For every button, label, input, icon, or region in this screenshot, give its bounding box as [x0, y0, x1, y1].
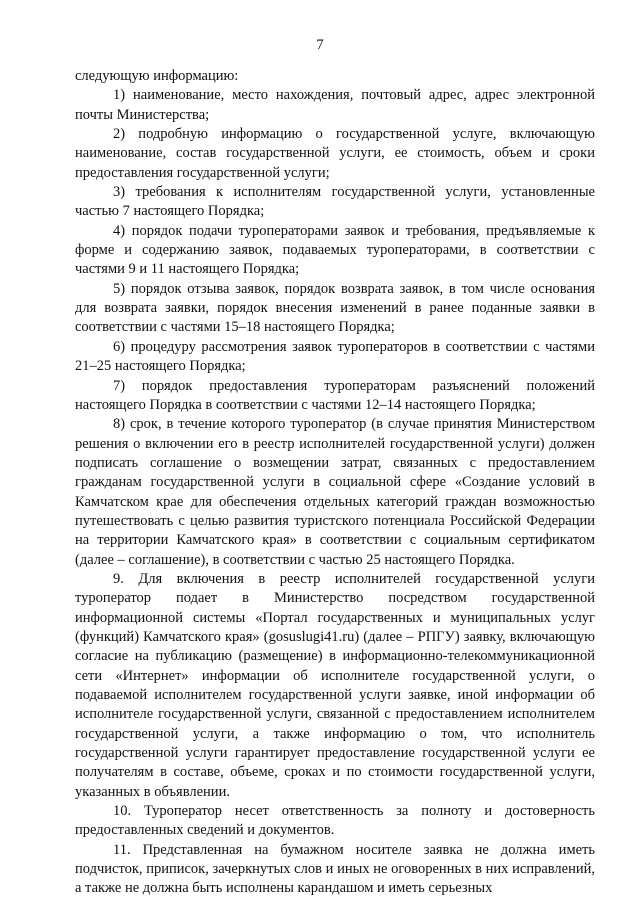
paragraph-item-5: 5) порядок отзыва заявок, порядок возврата заявок, в том числе основания для возврата заявки, порядок внесения изменений в ранее поданные заявки в соответствии с частями 15–18 настоящего Порядка;	[75, 280, 595, 336]
paragraph-section-11: 11. Представленная на бумажном носителе заявка не должна иметь подчисток, приписок, зачеркнутых слов и иных не оговоренных в них исправлений, а также не должна быть исполнены карандашом и иметь серьезных	[75, 841, 595, 897]
paragraph-item-1: 1) наименование, место нахождения, почтовый адрес, адрес электронной почты Министерства;	[75, 87, 595, 123]
paragraph-section-10: 10. Туроператор несет ответственность за полноту и достоверность предоставленных сведений и документов.	[75, 803, 595, 839]
paragraph-item-4: 4) порядок подачи туроператорами заявок и требования, предъявляемые к форме и содержанию заявок, подаваемых туроператорами, в соответствии с частями 9 и 11 настоящего Порядка;	[75, 222, 595, 278]
paragraph-item-8: 8) срок, в течение которого туроператор (в случае принятия Министерством решения о включении его в реестр исполнителей государственной услуги) должен подписать соглашение о возмещении затрат, связанных с предоставлением гражданам государственной услуги в социальной сфере «Создание условий в Камчатском крае для обеспечения отдельных категорий граждан возможностью путешествовать с целью развития туристского потенциала Российской Федерации на территории Камчатского края» в соответствии с социальным сертификатом (далее – соглашение), в соответствии с частью 25 настоящего Порядка.	[75, 416, 595, 568]
document-body	[75, 67, 595, 899]
paragraph-intro: следующую информацию:	[75, 68, 239, 84]
paragraph-item-7: 7) порядок предоставления туроператорам разъяснений положений настоящего Порядка в соответствии с частями 12–14 настоящего Порядка;	[75, 377, 595, 413]
paragraph-section-9: 9. Для включения в реестр исполнителей государственной услуги туроператор подает в Министерство посредством государственной информационной системы «Портал государственных и муниципальных услуг (функций) Камчатского края» (gosuslugi41.ru) (далее – РПГУ) заявку, включающую согласие на публикацию (размещение) в информационно-телекоммуникационной сети «Интернет» информации об исполнителе государственной услуги, о подаваемой исполнителем государственной услуги заявке, иной информации об исполнителе государственной услуги, связанной с предоставлением исполнителем государственной услуги, а также информацию о том, что исполнитель государственной услуги гарантирует предоставление государственной услуги ее получателям в составе, объеме, сроках и по стоимости государственной услуги, указанных в объявлении.	[75, 570, 595, 800]
paragraph-item-6: 6) процедуру рассмотрения заявок туроператоров в соответствии с частями 21–25 настоящего Порядка;	[75, 338, 595, 375]
paragraph-item-3: 3) требования к исполнителям государственной услуги, установленные частью 7 настоящего Порядка;	[75, 184, 595, 220]
paragraph-item-2: 2) подробную информацию о государственной услуге, включающую наименование, состав государственной услуги, ее стоимость, объем и сроки предоставления государственной услуги;	[75, 126, 595, 181]
page-number: 7	[316, 37, 324, 53]
